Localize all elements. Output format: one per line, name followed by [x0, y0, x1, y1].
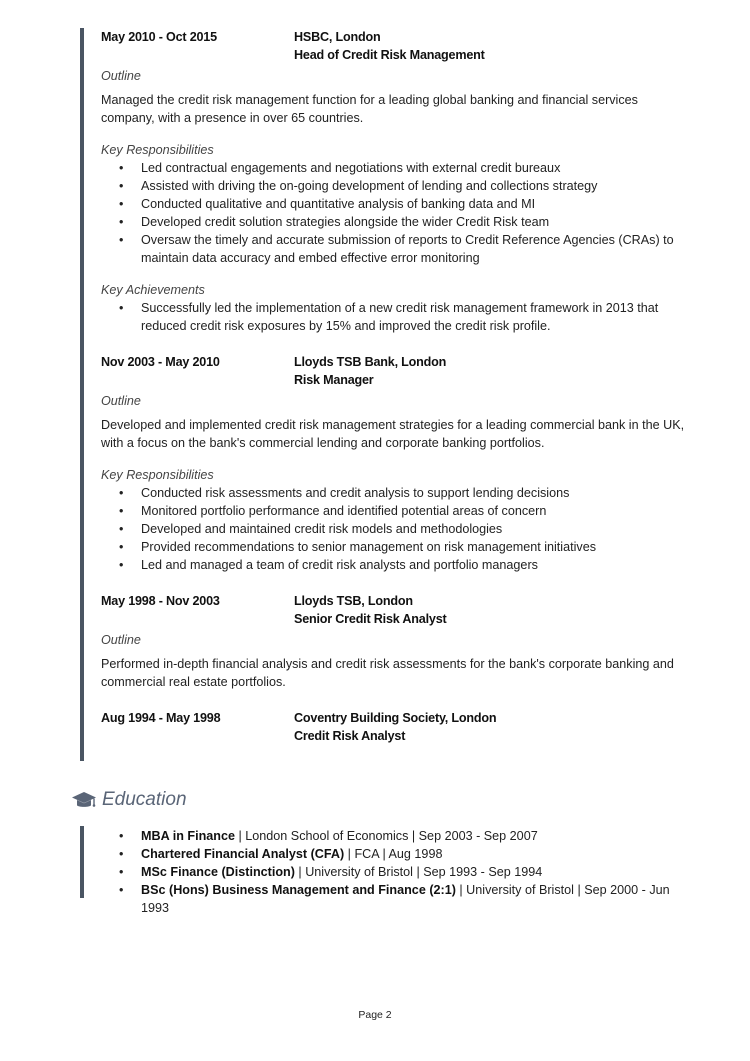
experience-list — [84, 28, 694, 745]
education-heading — [71, 789, 187, 811]
job-dates: May 2010 - Oct 2015 — [101, 30, 217, 44]
list-item: • Provided recommendations to senior management on risk management initiatives — [101, 538, 694, 556]
list-item: • Led contractual engagements and negotiations with external credit bureaux — [101, 159, 694, 177]
qualification: Chartered Financial Analyst (CFA) — [141, 847, 345, 861]
job-role: Head of Credit Risk Management — [294, 48, 485, 62]
qualification-details: | FCA | Aug 1998 — [344, 847, 443, 861]
qualification: MSc Finance (Distinction) — [141, 865, 295, 879]
list-item: • Assisted with driving the on-going development of lending and collections strategy — [101, 177, 694, 195]
education-list-wrapper — [84, 826, 694, 917]
job-dates: May 1998 - Nov 2003 — [101, 594, 220, 608]
list-item: • Successfully led the implementation of a new credit risk management framework in 2013 that reduced credit risk exposures by 15% and improved the credit risk profile. — [101, 299, 694, 335]
qualification: BSc (Hons) Business Management and Finance (2:1) — [141, 883, 456, 897]
achievements-label: Key Achievements — [101, 283, 205, 297]
job-role: Senior Credit Risk Analyst — [294, 612, 447, 626]
job-entry-coventry — [101, 709, 694, 745]
section-title: Education — [102, 789, 187, 810]
qualification-details: | University of Bristol | Sep 1993 - Sep 1994 — [294, 865, 543, 879]
list-item: • Oversaw the timely and accurate submission of reports to Credit Reference Agencies (CRAs) to maintain data accuracy and embed effective error monitoring — [101, 231, 694, 267]
list-item: • Developed credit solution strategies alongside the wider Credit Risk team — [101, 213, 694, 231]
job-employer: Coventry Building Society, London — [294, 711, 497, 725]
list-item: • Conducted risk assessments and credit analysis to support lending decisions — [101, 484, 694, 502]
responsibilities-list — [101, 159, 694, 267]
outline-label: Outline — [101, 69, 141, 83]
experience-section — [80, 28, 694, 761]
job-header — [101, 592, 694, 628]
job-header — [101, 709, 694, 745]
job-dates: Aug 1994 - May 1998 — [101, 711, 221, 725]
job-header — [101, 353, 694, 389]
job-header — [101, 28, 694, 64]
job-entry-hsbc — [101, 28, 694, 335]
education-item — [101, 827, 694, 845]
job-outline: Managed the credit risk management function for a leading global banking and financial services company, with a presence in over 65 countries. — [101, 93, 638, 125]
outline-label: Outline — [101, 633, 141, 647]
graduation-cap-icon — [71, 789, 97, 811]
job-org — [294, 709, 496, 745]
job-employer: Lloyds TSB Bank, London — [294, 355, 447, 369]
job-org — [294, 592, 447, 628]
achievements-list — [101, 299, 694, 335]
outline-label: Outline — [101, 394, 141, 408]
job-entry-lloyds-tsb — [101, 592, 694, 691]
job-outline: Developed and implemented credit risk management strategies for a leading commercial bank in the UK, with a focus on the bank's commercial lending and corporate banking portfolios. — [101, 418, 685, 450]
education-item — [101, 845, 694, 863]
qualification: MBA in Finance — [141, 829, 235, 843]
education-list — [101, 826, 694, 917]
list-item: • Developed and maintained credit risk models and methodologies — [101, 520, 694, 538]
education-item — [101, 863, 694, 881]
qualification-details: | London School of Economics | Sep 2003 - Sep 2007 — [235, 829, 538, 843]
job-dates: Nov 2003 - May 2010 — [101, 355, 220, 369]
job-org — [294, 28, 485, 64]
responsibilities-label: Key Responsibilities — [101, 468, 214, 482]
job-employer: HSBC, London — [294, 30, 381, 44]
education-section — [80, 826, 694, 915]
responsibilities-list — [101, 484, 694, 574]
job-entry-lloyds-tsb-bank — [101, 353, 694, 574]
education-item — [101, 881, 694, 917]
list-item: • Monitored portfolio performance and identified potential areas of concern — [101, 502, 694, 520]
responsibilities-label: Key Responsibilities — [101, 143, 214, 157]
job-employer: Lloyds TSB, London — [294, 594, 413, 608]
list-item: • Conducted qualitative and quantitative analysis of banking data and MI — [101, 195, 694, 213]
list-item: • Led and managed a team of credit risk analysts and portfolio managers — [101, 556, 694, 574]
qualification-details: | University of Bristol | Sep 2000 - Jun 1993 — [141, 883, 670, 915]
job-role: Credit Risk Analyst — [294, 729, 406, 743]
page-number: Page 2 — [358, 1009, 392, 1021]
job-role: Risk Manager — [294, 373, 374, 387]
job-outline: Performed in-depth financial analysis and credit risk assessments for the bank's corporate banking and commercial real estate portfolios. — [101, 657, 674, 689]
job-org — [294, 353, 446, 389]
